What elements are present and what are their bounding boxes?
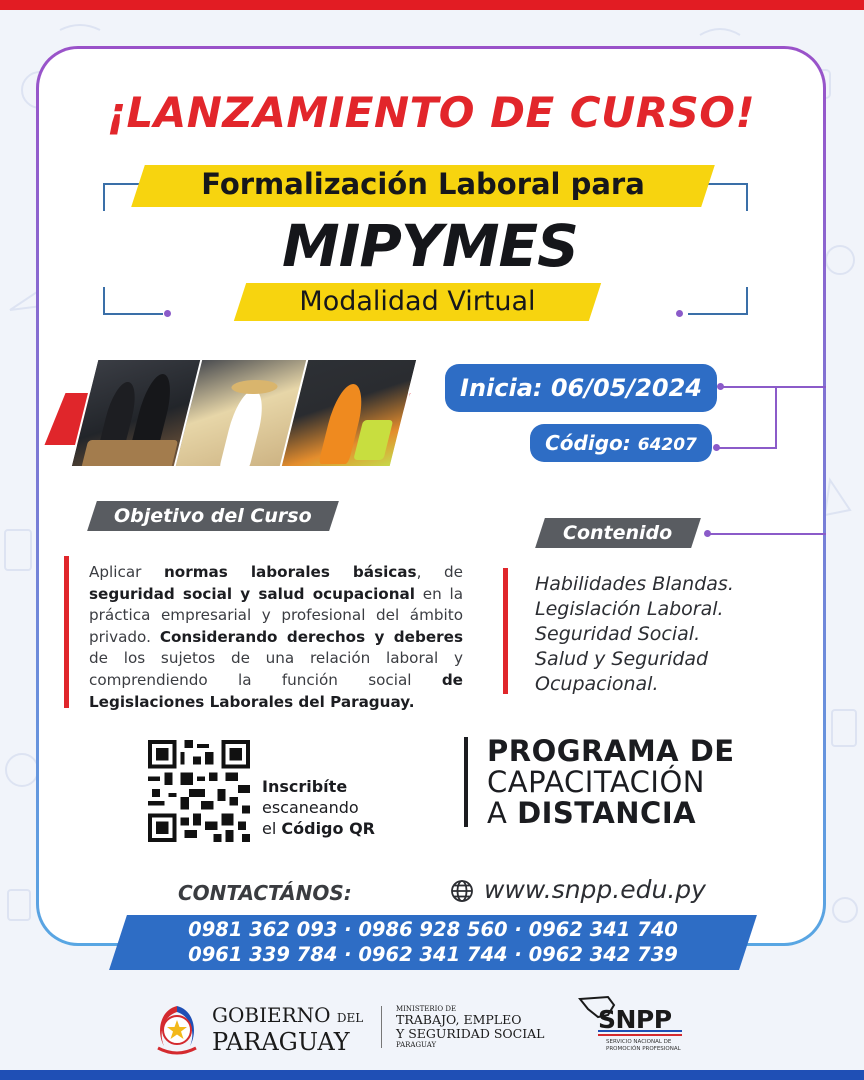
content-accent-bar bbox=[503, 568, 508, 694]
connector-dot bbox=[713, 444, 720, 451]
content-item: Seguridad Social. bbox=[535, 623, 701, 645]
content-list bbox=[535, 572, 805, 697]
ministry-logo-text: MINISTERIO DE TRABAJO, EMPLEO Y SEGURIDAD SOCIAL PARAGUAY bbox=[396, 1005, 545, 1049]
start-date-pill: Inicia: 06/05/2024 bbox=[445, 364, 717, 412]
course-photos bbox=[55, 358, 425, 468]
course-name-line1: Formalización Laboral para bbox=[201, 167, 645, 201]
frame-corner bbox=[688, 287, 748, 315]
qr-code-icon[interactable] bbox=[148, 740, 250, 842]
content-item: Ocupacional. bbox=[535, 673, 659, 695]
connector-line bbox=[708, 533, 826, 535]
connector-line bbox=[775, 386, 777, 448]
connector-dot bbox=[704, 530, 711, 537]
content-item: Salud y Seguridad bbox=[535, 648, 709, 670]
course-code-pill bbox=[530, 424, 712, 462]
connector-line bbox=[716, 447, 777, 449]
content-item: Legislación Laboral. bbox=[535, 598, 724, 620]
connector-dot bbox=[717, 383, 724, 390]
website-link[interactable]: www.snpp.edu.py bbox=[484, 875, 706, 904]
launch-title: ¡LANZAMIENTO DE CURSO! bbox=[106, 88, 756, 137]
snpp-logo-text: SNPP bbox=[598, 1005, 672, 1034]
program-divider bbox=[464, 737, 468, 827]
globe-icon bbox=[450, 879, 474, 903]
snpp-subtitle: SERVICIO NACIONAL DE PROMOCIÓN PROFESIONAL bbox=[606, 1039, 681, 1052]
content-label: Contenido bbox=[535, 518, 701, 548]
bottom-blue-bar bbox=[0, 1070, 864, 1080]
top-red-bar bbox=[0, 0, 864, 10]
qr-instructions: Inscribíte escaneando el Código QR bbox=[262, 777, 375, 838]
footer-divider bbox=[381, 1006, 382, 1048]
course-code-value: 64207 bbox=[637, 435, 697, 455]
contact-label: CONTACTÁNOS: bbox=[178, 881, 352, 905]
course-name-line2: MIPYMES bbox=[282, 212, 578, 280]
connector-line bbox=[720, 386, 826, 388]
objective-text: Aplicar normas laborales básicas, de seguridad social y salud ocupacional en la práctica empresarial y profesional del ámbito privado. Considerando derechos y deberes de los sujetos de una relación laboral y comprendiendo la función social de Legislaciones Laborales del Paraguay. bbox=[89, 563, 463, 711]
phone-line: 0981 362 093 · 0986 928 560 · 0962 341 740 bbox=[188, 918, 678, 941]
content-item: Habilidades Blandas. bbox=[535, 573, 734, 595]
frame-corner bbox=[103, 287, 163, 315]
frame-dot bbox=[676, 310, 683, 317]
phone-numbers bbox=[118, 917, 748, 967]
course-code-label: Código: bbox=[545, 431, 631, 455]
objective-label: Objetivo del Curso bbox=[87, 501, 339, 531]
phone-line: 0961 339 784 · 0962 341 744 · 0962 342 739 bbox=[188, 943, 678, 966]
government-logo-text: GOBIERNO DEL PARAGUAY bbox=[212, 1003, 364, 1056]
frame-dot bbox=[164, 310, 171, 317]
government-seal-icon bbox=[150, 1002, 204, 1056]
program-title: PROGRAMA DE CAPACITACIÓN A DISTANCIA bbox=[487, 734, 735, 830]
modality-text: Modalidad Virtual bbox=[299, 286, 536, 317]
objective-accent-bar bbox=[64, 556, 69, 708]
